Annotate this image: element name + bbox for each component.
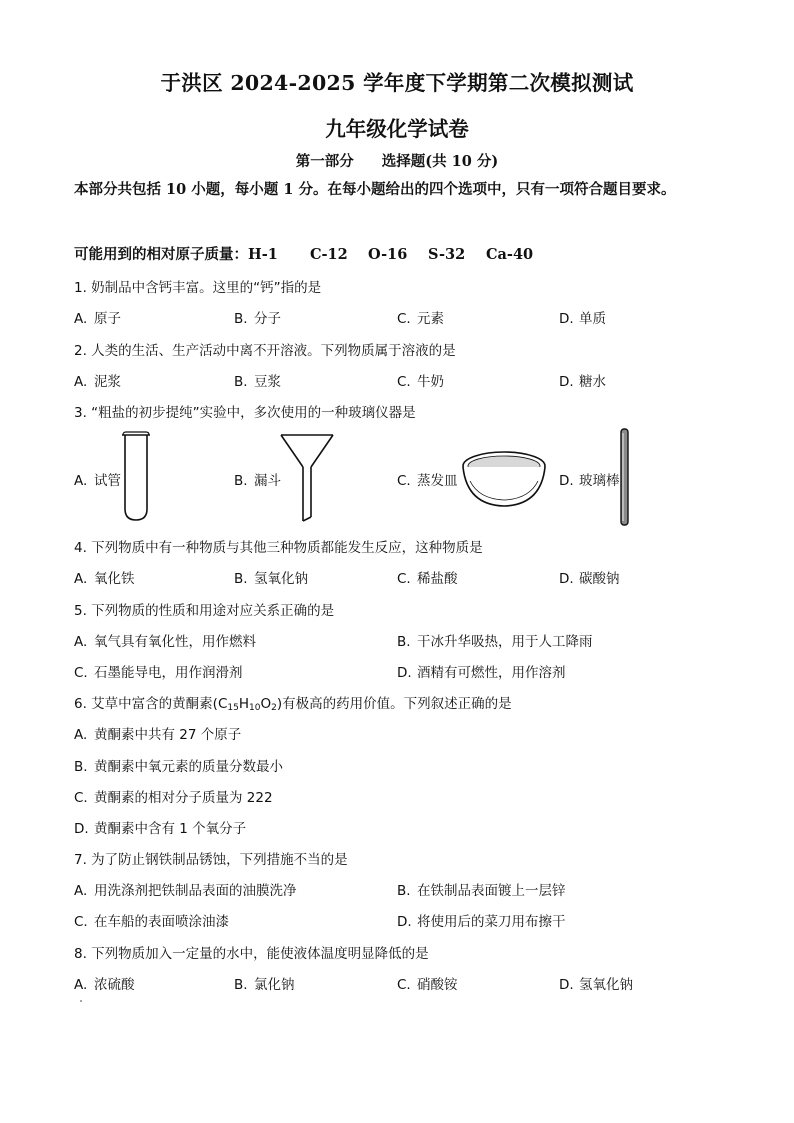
- q4-option-a: A. 氧化铁: [74, 571, 135, 587]
- q8-option-c: C. 硝酸铵: [397, 977, 458, 993]
- q8-option-a: A. 浓硫酸: [74, 977, 135, 993]
- q7-option-c: C. 在车船的表面喷涂油漆: [74, 914, 229, 930]
- q7-option-d: D. 将使用后的菜刀用布擦干: [397, 914, 566, 930]
- q5-option-a: A. 氧气具有氧化性，用作燃料: [74, 634, 256, 650]
- q5-option-d: D. 酒精有可燃性，用作溶剂: [397, 665, 566, 681]
- question-8: 8. 下列物质加入一定量的水中，能使液体温度明显降低的是: [74, 946, 429, 962]
- mass-h: H-1: [248, 246, 278, 263]
- q1-option-d: D. 单质: [559, 311, 606, 327]
- evaporating-dish-icon: [461, 449, 547, 509]
- q8-option-d: D. 氢氧化钠: [559, 977, 633, 993]
- question-3: 3. “粗盐的初步提纯”实验中，多次使用的一种玻璃仪器是: [74, 405, 416, 421]
- q2-option-b: B. 豆浆: [234, 374, 281, 390]
- q8-option-b: B. 氯化钠: [234, 977, 295, 993]
- section-part: 第一部分: [295, 153, 354, 170]
- q3-option-c: C. 蒸发皿: [397, 473, 458, 489]
- q6-option-a: A. 黄酮素中共有 27 个原子: [74, 727, 242, 743]
- q1-option-c: C. 元素: [397, 311, 444, 327]
- atomic-masses: [74, 243, 533, 264]
- q6-option-c: C. 黄酮素的相对分子质量为 222: [74, 790, 273, 806]
- q2-option-c: C. 牛奶: [397, 374, 444, 390]
- q5-option-b: B. 干冰升华吸热，用于人工降雨: [397, 634, 593, 650]
- mass-s: S-32: [428, 246, 466, 263]
- q1-option-a: A. 原子: [74, 311, 121, 327]
- question-2: 2. 人类的生活、生产活动中离不开溶液。下列物质属于溶液的是: [74, 343, 456, 359]
- masses-label: 可能用到的相对原子质量：: [74, 246, 248, 263]
- mass-o: O-16: [368, 246, 408, 263]
- q3-option-a: A. 试管: [74, 473, 121, 489]
- q1-option-b: B. 分子: [234, 311, 281, 327]
- mass-ca: Ca-40: [486, 246, 534, 263]
- question-5: 5. 下列物质的性质和用途对应关系正确的是: [74, 603, 335, 619]
- q3-option-d: D. 玻璃棒: [559, 473, 620, 489]
- q7-option-a: A. 用洗涤剂把铁制品表面的油膜洗净: [74, 883, 297, 899]
- q6-option-b: B. 黄酮素中氧元素的质量分数最小: [74, 759, 283, 775]
- q2-option-a: A. 泥浆: [74, 374, 121, 390]
- q4-option-d: D. 碳酸钠: [559, 571, 620, 587]
- question-4: 4. 下列物质中有一种物质与其他三种物质都能发生反应，这种物质是: [74, 540, 483, 556]
- test-tube-icon: [120, 431, 152, 523]
- q2-option-d: D. 糖水: [559, 374, 606, 390]
- q4-option-c: C. 稀盐酸: [397, 571, 458, 587]
- section-name: 选择题(共 10 分): [381, 153, 499, 170]
- section-heading: [0, 150, 794, 171]
- q4-option-b: B. 氢氧化钠: [234, 571, 308, 587]
- question-1: 1. 奶制品中含钙丰富。这里的“钙”指的是: [74, 280, 322, 296]
- q6-option-d: D. 黄酮素中含有 1 个氧分子: [74, 821, 247, 837]
- q5-option-c: C. 石墨能导电，用作润滑剂: [74, 665, 243, 681]
- q7-option-b: B. 在铁制品表面镀上一层锌: [397, 883, 566, 899]
- question-6: 6. 艾草中富含的黄酮素$(C_{15}H_{10}O_2)$有极高的药用价值。下列叙述正确的是: [74, 696, 512, 713]
- q3-option-b: B. 漏斗: [234, 473, 281, 489]
- funnel-icon: [279, 433, 335, 523]
- exam-title: 于洪区 2024-2025 学年度下学期第二次模拟测试: [160, 71, 634, 95]
- glass-rod-icon: [619, 427, 631, 527]
- exam-subtitle: 九年级化学试卷: [325, 117, 469, 141]
- instructions: 本部分共包括 10 小题，每小题 1 分。在每小题给出的四个选项中，只有一项符合题目要求。: [74, 181, 676, 198]
- mass-c: C-12: [310, 246, 348, 263]
- stray-mark: [80, 1000, 82, 1002]
- question-7: 7. 为了防止钢铁制品锈蚀，下列措施不当的是: [74, 852, 348, 868]
